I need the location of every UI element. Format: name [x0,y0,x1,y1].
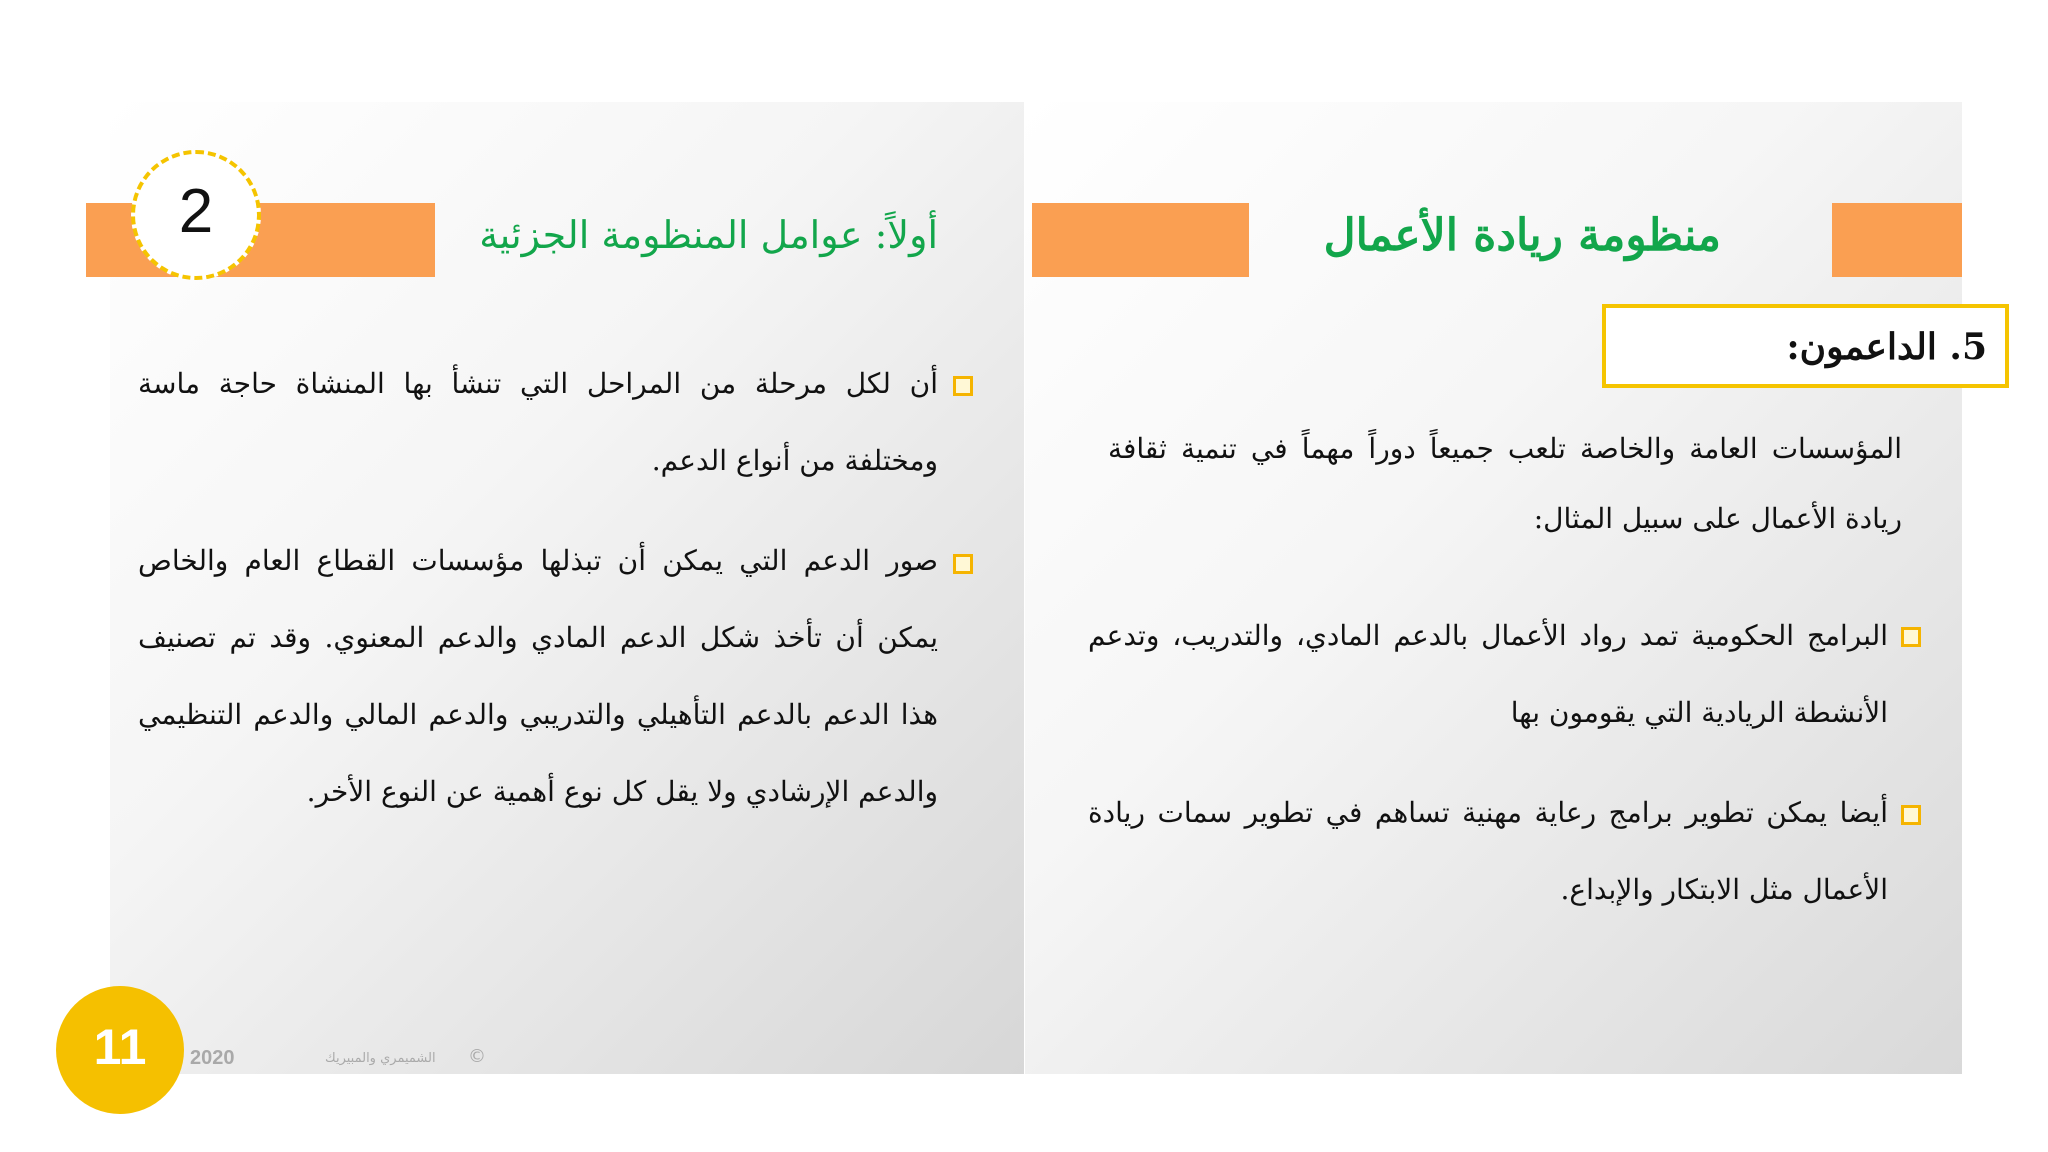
bullet-checkbox-icon [1901,627,1921,647]
right-orange-bar-right [1832,203,1962,277]
footer-author: الشميمري والمبيريك [325,1051,436,1066]
left-bullet-2: صور الدعم التي يمكن أن تبذلها مؤسسات القطاع العام والخاص يمكن أن تأخذ شكل الدعم المادي والدعم المعنوي. وقد تم تصنيف هذا الدعم بالدعم التأهيلي والتدريبي والدعم المالي والدعم التنظيمي والدعم الإرشادي ولا يقل كل نوع أهمية عن النوع الأخر. [138,544,938,808]
bullet-checkbox-icon [953,376,973,396]
left-slide-title: أولاً: عوامل المنظومة الجزئية [479,213,938,257]
footer-year: 2020 [190,1047,235,1069]
right-bullet-2: أيضا يمكن تطوير برامج رعاية مهنية تساهم في تطوير سمات ريادة الأعمال مثل الابتكار والإبداع. [1088,796,1888,906]
copyright-icon: © [468,1046,486,1067]
slide-number-circle [131,150,261,280]
right-intro-paragraph: المؤسسات العامة والخاصة تلعب جميعاً دوراً مهماً في تنمية ثقافة ريادة الأعمال على سبيل المثال: [1108,432,1902,535]
bullet-checkbox-icon [1901,805,1921,825]
section-heading: 5. الداعمون: [1786,326,1987,368]
slide-number: 2 [178,177,214,246]
page-number: 11 [93,1019,147,1075]
bullet-checkbox-icon [953,554,973,574]
page-number-badge [56,986,184,1114]
right-bullet-1: البرامج الحكومية تمد رواد الأعمال بالدعم المادي، والتدريب، وتدعم الأنشطة الريادية التي يقومون بها [1088,619,1888,729]
right-orange-bar-left [1032,203,1249,277]
right-slide-title: منظومة ريادة الأعمال [1323,210,1721,261]
section-heading-box [1602,304,2009,388]
left-bullet-1: أن لكل مرحلة من المراحل التي تنشأ بها المنشاة حاجة ماسة ومختلفة من أنواع الدعم. [138,367,938,477]
